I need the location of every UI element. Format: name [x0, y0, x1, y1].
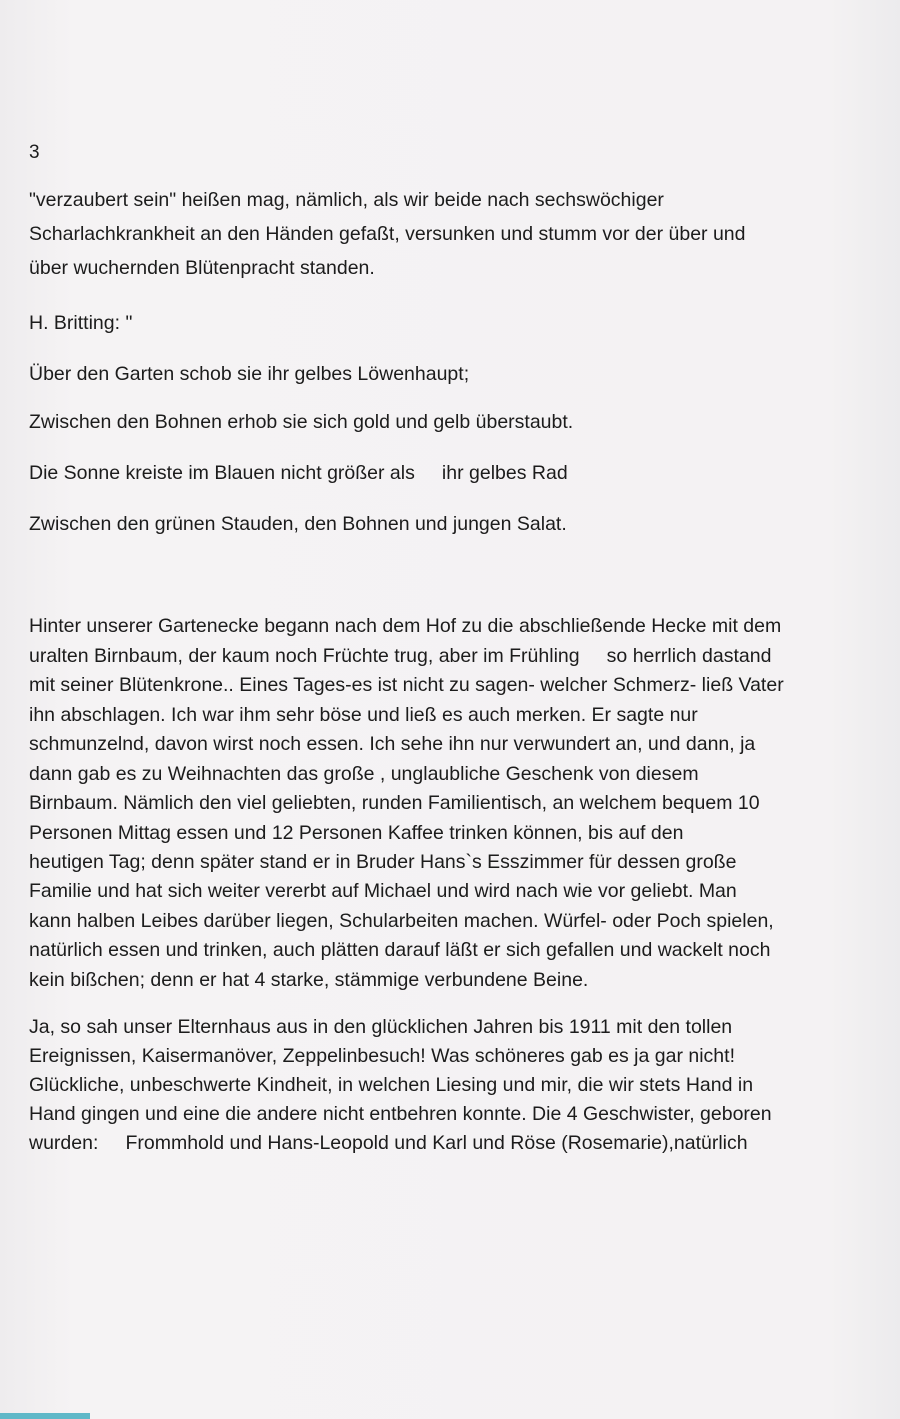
- paragraph-line: Ereignissen, Kaisermanöver, Zeppelinbesuch! Was schöneres gab es ja gar nicht!: [29, 1045, 735, 1067]
- paragraph-line: wurden: Frommhold und Hans-Leopold und Karl und Röse (Rosemarie),natürlich: [29, 1132, 748, 1154]
- paragraph-line: Hand gingen und eine die andere nicht entbehren konnte. Die 4 Geschwister, geboren: [29, 1103, 772, 1125]
- paragraph-line: natürlich essen und trinken, auch plätten darauf läßt er sich gefallen und wackelt noch: [29, 939, 771, 961]
- paragraph-line: schmunzelnd, davon wirst noch essen. Ich sehe ihn nur verwundert an, und dann, ja: [29, 733, 756, 755]
- paragraph-line: Hinter unserer Gartenecke begann nach dem Hof zu die abschließende Hecke mit dem: [29, 615, 782, 637]
- paragraph-line: dann gab es zu Weihnachten das große , unglaubliche Geschenk von diesem: [29, 763, 699, 785]
- paragraph-line: ihn abschlagen. Ich war ihm sehr böse und ließ es auch merken. Er sagte nur: [29, 704, 698, 726]
- paragraph-line: Personen Mittag essen und 12 Personen Kaffee trinken können, bis auf den: [29, 822, 684, 844]
- paragraph-line: uralten Birnbaum, der kaum noch Früchte trug, aber im Frühling so herrlich dastand: [29, 645, 772, 667]
- poem-line: Die Sonne kreiste im Blauen nicht größer als ihr gelbes Rad: [29, 462, 568, 484]
- poem-line: Über den Garten schob sie ihr gelbes Löwenhaupt;: [29, 363, 470, 385]
- intro-line: über wuchernden Blütenpracht standen.: [29, 257, 375, 279]
- poem-line: Zwischen den Bohnen erhob sie sich gold und gelb überstaubt.: [29, 411, 574, 433]
- page-number: 3: [29, 142, 40, 163]
- poem-heading: H. Britting: ": [29, 312, 133, 334]
- paragraph-line: Familie und hat sich weiter vererbt auf Michael und wird nach wie vor geliebt. Man: [29, 880, 737, 902]
- paragraph-line: Ja, so sah unser Elternhaus aus in den glücklichen Jahren bis 1911 mit den tollen: [29, 1016, 733, 1038]
- scan-edge-strip: [0, 1413, 90, 1419]
- poem-line: Zwischen den grünen Stauden, den Bohnen und jungen Salat.: [29, 513, 567, 535]
- paragraph-line: mit seiner Blütenkrone.. Eines Tages-es ist nicht zu sagen- welcher Schmerz- ließ Vater: [29, 674, 784, 696]
- paragraph-line: kann halben Leibes darüber liegen, Schularbeiten machen. Würfel- oder Poch spielen,: [29, 910, 774, 932]
- paragraph-line: Glückliche, unbeschwerte Kindheit, in welchen Liesing und mir, die wir stets Hand in: [29, 1074, 754, 1096]
- paragraph-line: heutigen Tag; denn später stand er in Bruder Hans`s Esszimmer für dessen große: [29, 851, 737, 873]
- intro-line: Scharlachkrankheit an den Händen gefaßt, versunken und stumm vor der über und: [29, 223, 746, 245]
- intro-line: "verzaubert sein" heißen mag, nämlich, als wir beide nach sechswöchiger: [29, 189, 664, 211]
- paragraph-line: Birnbaum. Nämlich den viel geliebten, runden Familientisch, an welchem bequem 10: [29, 792, 760, 814]
- paragraph-line: kein bißchen; denn er hat 4 starke, stämmige verbundene Beine.: [29, 969, 589, 991]
